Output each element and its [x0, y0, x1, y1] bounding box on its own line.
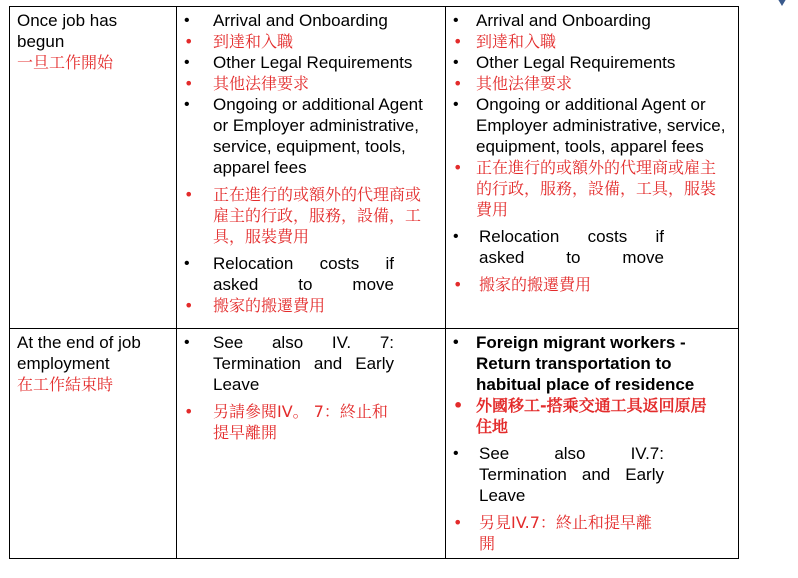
list-item-text: • See also IV. 7: Termination and Early Leave — [213, 333, 394, 394]
row-label-en: At the end of job employment — [17, 333, 141, 373]
list-item-text: • See also IV.7: Termination and Early Leave — [479, 444, 664, 505]
table-row — [10, 329, 739, 559]
cell-col2 — [177, 7, 446, 329]
list-item: • 正在進行的或額外的代理商或雇主的行政，服務，設備，工具，服裝費用 — [184, 184, 433, 247]
list-item — [453, 443, 664, 506]
list-item: • Arrival and Onboarding — [184, 10, 439, 31]
list-item: • 搬家的搬遷費用 — [453, 274, 732, 295]
cell-col2 — [177, 329, 446, 559]
list-item — [453, 226, 664, 268]
table-row — [10, 7, 739, 329]
list-item: • 另請參閱IV。 7：終止和提早離開 — [184, 401, 393, 443]
row-label-zh: 在工作結束時 — [17, 375, 114, 394]
corner-marker-icon — [776, 0, 788, 6]
cell-col3 — [446, 7, 739, 329]
cell-col3 — [446, 329, 739, 559]
list-item: • 另見IV.7：終止和提早離開 — [453, 512, 659, 554]
bullet-list — [184, 332, 439, 443]
row-label-cell — [10, 329, 177, 559]
list-item: • 到達和入職 — [453, 31, 732, 52]
list-item: • Other Legal Requirements — [453, 52, 732, 73]
list-item — [184, 332, 394, 395]
bullet-list — [184, 10, 439, 316]
list-item-text: • Relocation costs if asked to move — [479, 227, 664, 267]
requirements-table — [9, 6, 739, 559]
list-item: • 正在進行的或額外的代理商或雇主的行政，服務，設備，工具，服裝費用 — [453, 157, 726, 220]
list-item: • Other Legal Requirements — [184, 52, 439, 73]
bullet-list — [453, 10, 732, 295]
list-item: • 其他法律要求 — [453, 73, 732, 94]
list-item: • Ongoing or additional Agent or Employer administrative, service, equipment, tools, apparel fees — [453, 94, 732, 157]
row-label-en: Once job has begun — [17, 11, 118, 51]
list-item: • 其他法律要求 — [184, 73, 439, 94]
bullet-list — [453, 332, 732, 554]
list-item: • Arrival and Onboarding — [453, 10, 732, 31]
list-item: • Foreign migrant workers - Return transportation to habitual place of residence — [453, 332, 721, 395]
list-item-text: • Relocation costs if asked to move — [213, 254, 394, 294]
list-item — [184, 253, 394, 295]
list-item: • 外國移工-搭乘交通工具返回原居住地 — [453, 395, 716, 437]
row-label-zh: 一旦工作開始 — [17, 53, 114, 72]
list-item: • Ongoing or additional Agent or Employer administrative, service, equipment, tools, apparel fees — [184, 94, 433, 178]
list-item: • 到達和入職 — [184, 31, 439, 52]
row-label-cell — [10, 7, 177, 329]
list-item: • 搬家的搬遷費用 — [184, 295, 439, 316]
